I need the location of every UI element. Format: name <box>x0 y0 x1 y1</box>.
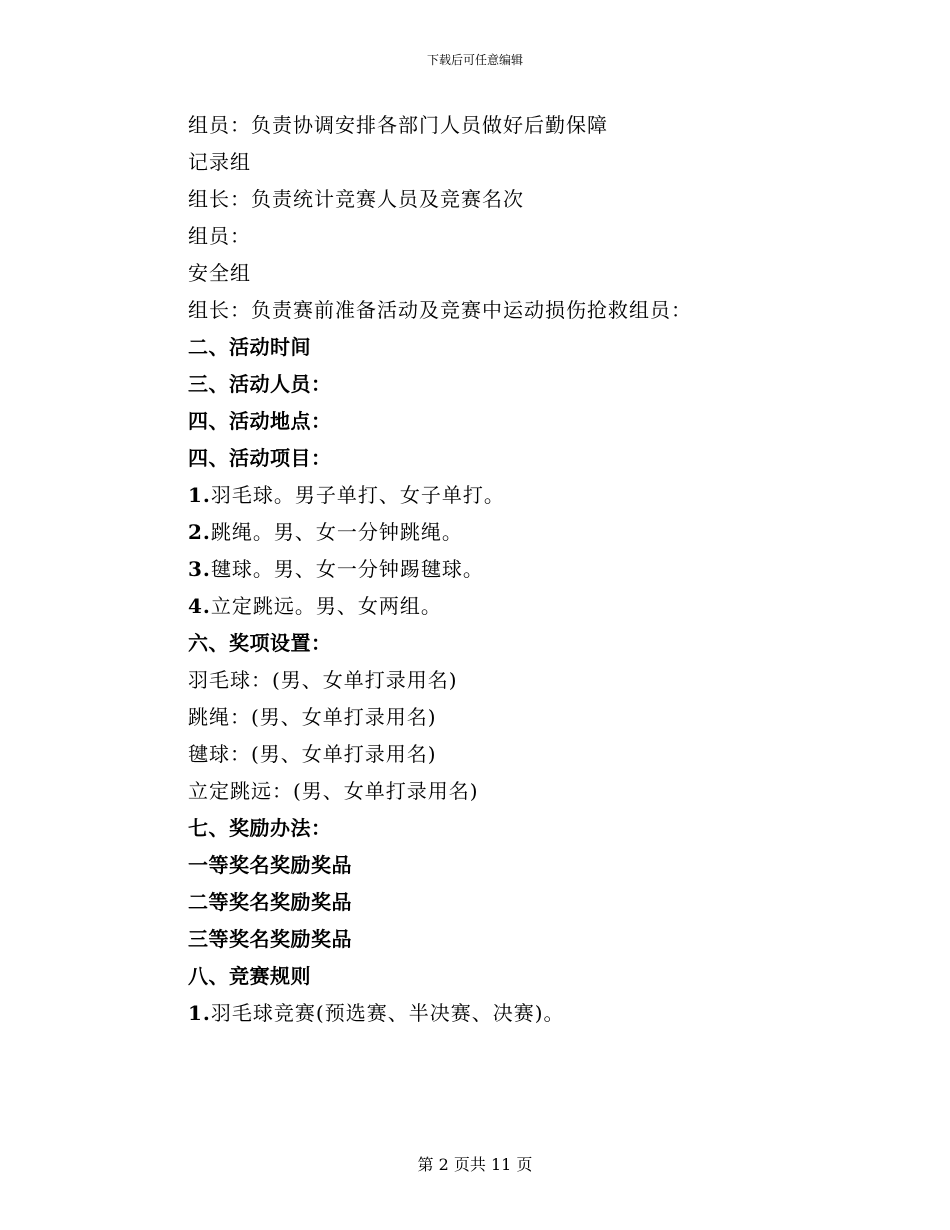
list-item-text: 毽球。男、女一分钟踢毽球。 <box>210 557 484 581</box>
section-heading: 八、竞赛规则 <box>188 964 311 988</box>
section-heading: 四、活动项目： <box>188 446 332 470</box>
list-number: 1. <box>188 483 211 507</box>
list-number: 2. <box>188 520 211 544</box>
page-footer: 第 2 页共 11 页 <box>417 1155 533 1174</box>
list-item <box>188 995 828 1032</box>
page-header: 下载后可任意编辑 <box>426 53 523 67</box>
list-number: 1. <box>188 1001 211 1025</box>
text-line: 组员： <box>188 224 251 248</box>
text-line: 羽毛球：(男、女单打录用名) <box>188 668 458 692</box>
text-line: 组长：负责赛前准备活动及竞赛中运动损伤抢救组员： <box>188 298 692 322</box>
text-line: 组员：负责协调安排各部门人员做好后勤保障 <box>188 113 608 137</box>
list-item-text: 羽毛球竞赛(预选赛、半决赛、决赛)。 <box>210 1001 565 1025</box>
list-item <box>188 551 828 588</box>
award-line: 三等奖名奖励奖品 <box>188 927 352 951</box>
list-item-text: 立定跳远。男、女两组。 <box>210 594 442 618</box>
section-heading: 六、奖项设置： <box>188 631 332 655</box>
list-item-text: 跳绳。男、女一分钟跳绳。 <box>210 520 463 544</box>
section-heading: 三、活动人员： <box>188 372 332 396</box>
list-item <box>188 514 828 551</box>
list-item-text: 羽毛球。男子单打、女子单打。 <box>210 483 505 507</box>
list-item <box>188 477 828 514</box>
award-line: 二等奖名奖励奖品 <box>188 890 352 914</box>
section-heading: 二、活动时间 <box>188 335 311 359</box>
text-line: 安全组 <box>188 261 251 285</box>
document-body <box>188 107 828 1032</box>
text-line: 跳绳：(男、女单打录用名) <box>188 705 437 729</box>
list-number: 3. <box>188 557 211 581</box>
section-heading: 七、奖励办法： <box>188 816 332 840</box>
award-line: 一等奖名奖励奖品 <box>188 853 352 877</box>
list-item <box>188 588 828 625</box>
section-heading: 四、活动地点： <box>188 409 332 433</box>
text-line: 立定跳远：(男、女单打录用名) <box>188 779 479 803</box>
text-line: 记录组 <box>188 150 251 174</box>
text-line: 毽球：(男、女单打录用名) <box>188 742 437 766</box>
text-line: 组长：负责统计竞赛人员及竞赛名次 <box>188 187 524 211</box>
list-number: 4. <box>188 594 211 618</box>
